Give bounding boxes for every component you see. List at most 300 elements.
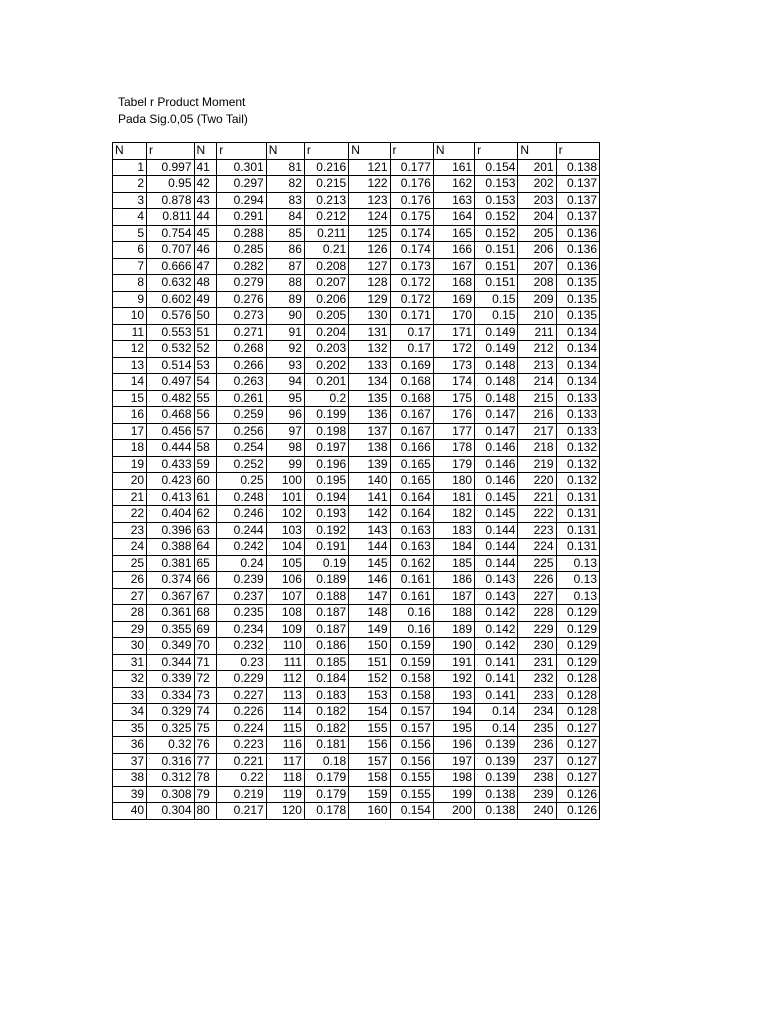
n-cell: 35 xyxy=(113,720,147,737)
n-cell: 160 xyxy=(349,803,390,820)
r-cell: 0.334 xyxy=(147,687,194,704)
r-cell: 0.137 xyxy=(556,192,599,209)
r-cell: 0.396 xyxy=(147,522,194,539)
r-cell: 0.13 xyxy=(556,555,599,572)
n-cell: 112 xyxy=(266,671,304,688)
n-cell: 154 xyxy=(349,704,390,721)
n-cell: 190 xyxy=(433,638,474,655)
n-cell: 220 xyxy=(518,473,556,490)
n-cell: 133 xyxy=(349,357,390,374)
n-cell: 206 xyxy=(518,242,556,259)
r-cell: 0.159 xyxy=(390,638,433,655)
r-cell: 0.276 xyxy=(217,291,267,308)
r-cell: 0.162 xyxy=(390,555,433,572)
r-cell: 0.173 xyxy=(390,258,433,275)
table-row xyxy=(113,539,600,556)
r-cell: 0.288 xyxy=(217,225,267,242)
n-cell: 51 xyxy=(194,324,217,341)
r-cell: 0.156 xyxy=(390,737,433,754)
n-cell: 59 xyxy=(194,456,217,473)
r-cell: 0.18 xyxy=(304,753,348,770)
r-cell: 0.212 xyxy=(304,209,348,226)
n-cell: 68 xyxy=(194,605,217,622)
table-row xyxy=(113,390,600,407)
r-cell: 0.329 xyxy=(147,704,194,721)
n-cell: 11 xyxy=(113,324,147,341)
r-cell: 0.129 xyxy=(556,605,599,622)
n-cell: 103 xyxy=(266,522,304,539)
r-cell: 0.146 xyxy=(475,456,518,473)
r-product-moment-table xyxy=(112,142,600,820)
n-cell: 233 xyxy=(518,687,556,704)
r-cell: 0.156 xyxy=(390,753,433,770)
r-cell: 0.138 xyxy=(556,159,599,176)
n-cell: 232 xyxy=(518,671,556,688)
n-cell: 22 xyxy=(113,506,147,523)
n-cell: 94 xyxy=(266,374,304,391)
n-cell: 168 xyxy=(433,275,474,292)
n-cell: 165 xyxy=(433,225,474,242)
r-cell: 0.128 xyxy=(556,687,599,704)
n-cell: 227 xyxy=(518,588,556,605)
r-cell: 0.163 xyxy=(390,522,433,539)
n-cell: 188 xyxy=(433,605,474,622)
r-cell: 0.316 xyxy=(147,753,194,770)
table-row xyxy=(113,605,600,622)
n-cell: 41 xyxy=(194,159,217,176)
r-cell: 0.161 xyxy=(390,572,433,589)
n-cell: 23 xyxy=(113,522,147,539)
r-cell: 0.304 xyxy=(147,803,194,820)
n-cell: 127 xyxy=(349,258,390,275)
r-cell: 0.182 xyxy=(304,720,348,737)
n-cell: 149 xyxy=(349,621,390,638)
n-cell: 89 xyxy=(266,291,304,308)
n-cell: 134 xyxy=(349,374,390,391)
n-cell: 187 xyxy=(433,588,474,605)
n-cell: 209 xyxy=(518,291,556,308)
n-cell: 78 xyxy=(194,770,217,787)
n-cell: 163 xyxy=(433,192,474,209)
n-cell: 161 xyxy=(433,159,474,176)
n-cell: 138 xyxy=(349,440,390,457)
table-row xyxy=(113,308,600,325)
r-cell: 0.148 xyxy=(475,374,518,391)
r-cell: 0.167 xyxy=(390,423,433,440)
n-cell: 114 xyxy=(266,704,304,721)
n-cell: 155 xyxy=(349,720,390,737)
n-cell: 120 xyxy=(266,803,304,820)
r-cell: 0.183 xyxy=(304,687,348,704)
n-cell: 100 xyxy=(266,473,304,490)
r-cell: 0.632 xyxy=(147,275,194,292)
r-cell: 0.192 xyxy=(304,522,348,539)
table-row xyxy=(113,258,600,275)
n-cell: 45 xyxy=(194,225,217,242)
n-cell: 197 xyxy=(433,753,474,770)
r-cell: 0.152 xyxy=(475,209,518,226)
r-cell: 0.282 xyxy=(217,258,267,275)
r-cell: 0.24 xyxy=(217,555,267,572)
n-cell: 30 xyxy=(113,638,147,655)
n-cell: 196 xyxy=(433,737,474,754)
n-cell: 40 xyxy=(113,803,147,820)
n-cell: 6 xyxy=(113,242,147,259)
n-cell: 77 xyxy=(194,753,217,770)
n-cell: 178 xyxy=(433,440,474,457)
r-cell: 0.149 xyxy=(475,341,518,358)
n-cell: 85 xyxy=(266,225,304,242)
n-cell: 189 xyxy=(433,621,474,638)
table-row xyxy=(113,720,600,737)
r-cell: 0.404 xyxy=(147,506,194,523)
n-cell: 81 xyxy=(266,159,304,176)
r-cell: 0.135 xyxy=(556,308,599,325)
n-cell: 215 xyxy=(518,390,556,407)
n-cell: 64 xyxy=(194,539,217,556)
n-cell: 234 xyxy=(518,704,556,721)
r-cell: 0.32 xyxy=(147,737,194,754)
n-cell: 201 xyxy=(518,159,556,176)
n-cell: 141 xyxy=(349,489,390,506)
n-cell: 221 xyxy=(518,489,556,506)
n-cell: 135 xyxy=(349,390,390,407)
n-cell: 111 xyxy=(266,654,304,671)
n-cell: 229 xyxy=(518,621,556,638)
r-cell: 0.151 xyxy=(475,242,518,259)
n-cell: 136 xyxy=(349,407,390,424)
r-cell: 0.242 xyxy=(217,539,267,556)
r-cell: 0.127 xyxy=(556,753,599,770)
n-cell: 191 xyxy=(433,654,474,671)
r-cell: 0.13 xyxy=(556,572,599,589)
n-cell: 185 xyxy=(433,555,474,572)
r-cell: 0.164 xyxy=(390,489,433,506)
table-row xyxy=(113,209,600,226)
n-cell: 14 xyxy=(113,374,147,391)
n-cell: 20 xyxy=(113,473,147,490)
r-cell: 0.285 xyxy=(217,242,267,259)
r-cell: 0.142 xyxy=(475,605,518,622)
n-cell: 4 xyxy=(113,209,147,226)
n-cell: 39 xyxy=(113,786,147,803)
n-cell: 184 xyxy=(433,539,474,556)
n-cell: 62 xyxy=(194,506,217,523)
n-cell: 56 xyxy=(194,407,217,424)
n-cell: 21 xyxy=(113,489,147,506)
r-cell: 0.135 xyxy=(556,291,599,308)
r-cell: 0.553 xyxy=(147,324,194,341)
r-cell: 0.163 xyxy=(390,539,433,556)
r-cell: 0.131 xyxy=(556,522,599,539)
r-cell: 0.273 xyxy=(217,308,267,325)
n-cell: 194 xyxy=(433,704,474,721)
table-row xyxy=(113,473,600,490)
r-cell: 0.169 xyxy=(390,357,433,374)
n-cell: 1 xyxy=(113,159,147,176)
r-cell: 0.21 xyxy=(304,242,348,259)
r-cell: 0.2 xyxy=(304,390,348,407)
r-cell: 0.266 xyxy=(217,357,267,374)
header-r: r xyxy=(217,143,267,160)
n-cell: 175 xyxy=(433,390,474,407)
n-cell: 192 xyxy=(433,671,474,688)
n-cell: 217 xyxy=(518,423,556,440)
r-cell: 0.166 xyxy=(390,440,433,457)
n-cell: 105 xyxy=(266,555,304,572)
r-cell: 0.134 xyxy=(556,357,599,374)
n-cell: 211 xyxy=(518,324,556,341)
r-cell: 0.138 xyxy=(475,786,518,803)
n-cell: 16 xyxy=(113,407,147,424)
table-row xyxy=(113,786,600,803)
table-row xyxy=(113,440,600,457)
n-cell: 193 xyxy=(433,687,474,704)
n-cell: 142 xyxy=(349,506,390,523)
table-row xyxy=(113,621,600,638)
n-cell: 95 xyxy=(266,390,304,407)
r-cell: 0.179 xyxy=(304,786,348,803)
r-cell: 0.297 xyxy=(217,176,267,193)
r-cell: 0.158 xyxy=(390,671,433,688)
r-cell: 0.13 xyxy=(556,588,599,605)
n-cell: 117 xyxy=(266,753,304,770)
r-cell: 0.263 xyxy=(217,374,267,391)
r-cell: 0.176 xyxy=(390,192,433,209)
n-cell: 177 xyxy=(433,423,474,440)
n-cell: 19 xyxy=(113,456,147,473)
r-cell: 0.14 xyxy=(475,704,518,721)
n-cell: 132 xyxy=(349,341,390,358)
r-cell: 0.132 xyxy=(556,456,599,473)
n-cell: 57 xyxy=(194,423,217,440)
header-n: N xyxy=(349,143,390,160)
n-cell: 131 xyxy=(349,324,390,341)
r-cell: 0.129 xyxy=(556,654,599,671)
table-row xyxy=(113,176,600,193)
n-cell: 31 xyxy=(113,654,147,671)
r-cell: 0.367 xyxy=(147,588,194,605)
n-cell: 162 xyxy=(433,176,474,193)
table-row xyxy=(113,192,600,209)
title-line-1: Tabel r Product Moment xyxy=(118,95,246,109)
r-cell: 0.248 xyxy=(217,489,267,506)
r-cell: 0.158 xyxy=(390,687,433,704)
r-cell: 0.133 xyxy=(556,390,599,407)
r-cell: 0.203 xyxy=(304,341,348,358)
r-cell: 0.145 xyxy=(475,489,518,506)
r-cell: 0.141 xyxy=(475,671,518,688)
table-row xyxy=(113,572,600,589)
n-cell: 167 xyxy=(433,258,474,275)
r-cell: 0.14 xyxy=(475,720,518,737)
n-cell: 93 xyxy=(266,357,304,374)
n-cell: 181 xyxy=(433,489,474,506)
n-cell: 108 xyxy=(266,605,304,622)
r-cell: 0.197 xyxy=(304,440,348,457)
r-cell: 0.167 xyxy=(390,407,433,424)
r-cell: 0.219 xyxy=(217,786,267,803)
table-row xyxy=(113,671,600,688)
r-cell: 0.191 xyxy=(304,539,348,556)
r-cell: 0.131 xyxy=(556,489,599,506)
r-cell: 0.137 xyxy=(556,176,599,193)
n-cell: 216 xyxy=(518,407,556,424)
r-cell: 0.128 xyxy=(556,704,599,721)
n-cell: 129 xyxy=(349,291,390,308)
r-cell: 0.196 xyxy=(304,456,348,473)
n-cell: 34 xyxy=(113,704,147,721)
n-cell: 204 xyxy=(518,209,556,226)
n-cell: 53 xyxy=(194,357,217,374)
n-cell: 203 xyxy=(518,192,556,209)
table-row xyxy=(113,753,600,770)
r-cell: 0.381 xyxy=(147,555,194,572)
r-cell: 0.176 xyxy=(390,176,433,193)
r-cell: 0.259 xyxy=(217,407,267,424)
r-cell: 0.154 xyxy=(390,803,433,820)
table-row xyxy=(113,423,600,440)
r-cell: 0.136 xyxy=(556,258,599,275)
r-cell: 0.997 xyxy=(147,159,194,176)
r-cell: 0.143 xyxy=(475,588,518,605)
r-cell: 0.226 xyxy=(217,704,267,721)
r-cell: 0.312 xyxy=(147,770,194,787)
r-cell: 0.202 xyxy=(304,357,348,374)
r-cell: 0.199 xyxy=(304,407,348,424)
n-cell: 99 xyxy=(266,456,304,473)
n-cell: 159 xyxy=(349,786,390,803)
r-cell: 0.878 xyxy=(147,192,194,209)
n-cell: 109 xyxy=(266,621,304,638)
r-cell: 0.349 xyxy=(147,638,194,655)
n-cell: 140 xyxy=(349,473,390,490)
n-cell: 52 xyxy=(194,341,217,358)
n-cell: 164 xyxy=(433,209,474,226)
header-r: r xyxy=(390,143,433,160)
r-cell: 0.144 xyxy=(475,555,518,572)
r-cell: 0.246 xyxy=(217,506,267,523)
r-cell: 0.132 xyxy=(556,440,599,457)
n-cell: 71 xyxy=(194,654,217,671)
r-cell: 0.206 xyxy=(304,291,348,308)
n-cell: 33 xyxy=(113,687,147,704)
n-cell: 110 xyxy=(266,638,304,655)
n-cell: 121 xyxy=(349,159,390,176)
n-cell: 92 xyxy=(266,341,304,358)
r-cell: 0.177 xyxy=(390,159,433,176)
n-cell: 237 xyxy=(518,753,556,770)
n-cell: 8 xyxy=(113,275,147,292)
r-cell: 0.148 xyxy=(475,390,518,407)
r-cell: 0.244 xyxy=(217,522,267,539)
r-cell: 0.126 xyxy=(556,803,599,820)
table-row xyxy=(113,341,600,358)
n-cell: 152 xyxy=(349,671,390,688)
r-cell: 0.23 xyxy=(217,654,267,671)
r-cell: 0.224 xyxy=(217,720,267,737)
n-cell: 84 xyxy=(266,209,304,226)
document-title xyxy=(118,94,248,128)
r-cell: 0.174 xyxy=(390,225,433,242)
r-cell: 0.174 xyxy=(390,242,433,259)
n-cell: 86 xyxy=(266,242,304,259)
r-cell: 0.344 xyxy=(147,654,194,671)
r-cell: 0.172 xyxy=(390,291,433,308)
r-cell: 0.185 xyxy=(304,654,348,671)
r-cell: 0.132 xyxy=(556,473,599,490)
r-cell: 0.187 xyxy=(304,605,348,622)
n-cell: 66 xyxy=(194,572,217,589)
n-cell: 239 xyxy=(518,786,556,803)
n-cell: 176 xyxy=(433,407,474,424)
r-cell: 0.207 xyxy=(304,275,348,292)
r-cell: 0.235 xyxy=(217,605,267,622)
r-cell: 0.16 xyxy=(390,621,433,638)
r-cell: 0.161 xyxy=(390,588,433,605)
n-cell: 219 xyxy=(518,456,556,473)
r-cell: 0.254 xyxy=(217,440,267,457)
r-cell: 0.294 xyxy=(217,192,267,209)
table-body xyxy=(113,159,600,819)
r-cell: 0.456 xyxy=(147,423,194,440)
n-cell: 15 xyxy=(113,390,147,407)
r-cell: 0.155 xyxy=(390,786,433,803)
r-cell: 0.211 xyxy=(304,225,348,242)
r-cell: 0.182 xyxy=(304,704,348,721)
r-cell: 0.193 xyxy=(304,506,348,523)
n-cell: 199 xyxy=(433,786,474,803)
r-cell: 0.155 xyxy=(390,770,433,787)
n-cell: 7 xyxy=(113,258,147,275)
r-cell: 0.198 xyxy=(304,423,348,440)
r-cell: 0.433 xyxy=(147,456,194,473)
r-cell: 0.131 xyxy=(556,539,599,556)
n-cell: 106 xyxy=(266,572,304,589)
n-cell: 145 xyxy=(349,555,390,572)
r-cell: 0.154 xyxy=(475,159,518,176)
n-cell: 202 xyxy=(518,176,556,193)
r-cell: 0.178 xyxy=(304,803,348,820)
n-cell: 144 xyxy=(349,539,390,556)
r-cell: 0.216 xyxy=(304,159,348,176)
table-row xyxy=(113,654,600,671)
n-cell: 113 xyxy=(266,687,304,704)
n-cell: 26 xyxy=(113,572,147,589)
r-cell: 0.279 xyxy=(217,275,267,292)
n-cell: 198 xyxy=(433,770,474,787)
r-cell: 0.135 xyxy=(556,275,599,292)
n-cell: 139 xyxy=(349,456,390,473)
n-cell: 210 xyxy=(518,308,556,325)
r-cell: 0.95 xyxy=(147,176,194,193)
n-cell: 228 xyxy=(518,605,556,622)
r-cell: 0.151 xyxy=(475,258,518,275)
r-cell: 0.423 xyxy=(147,473,194,490)
n-cell: 46 xyxy=(194,242,217,259)
r-cell: 0.153 xyxy=(475,192,518,209)
table-row xyxy=(113,242,600,259)
n-cell: 55 xyxy=(194,390,217,407)
table-row xyxy=(113,489,600,506)
n-cell: 236 xyxy=(518,737,556,754)
n-cell: 240 xyxy=(518,803,556,820)
r-cell: 0.194 xyxy=(304,489,348,506)
r-cell: 0.159 xyxy=(390,654,433,671)
r-cell: 0.16 xyxy=(390,605,433,622)
n-cell: 60 xyxy=(194,473,217,490)
table-row xyxy=(113,704,600,721)
